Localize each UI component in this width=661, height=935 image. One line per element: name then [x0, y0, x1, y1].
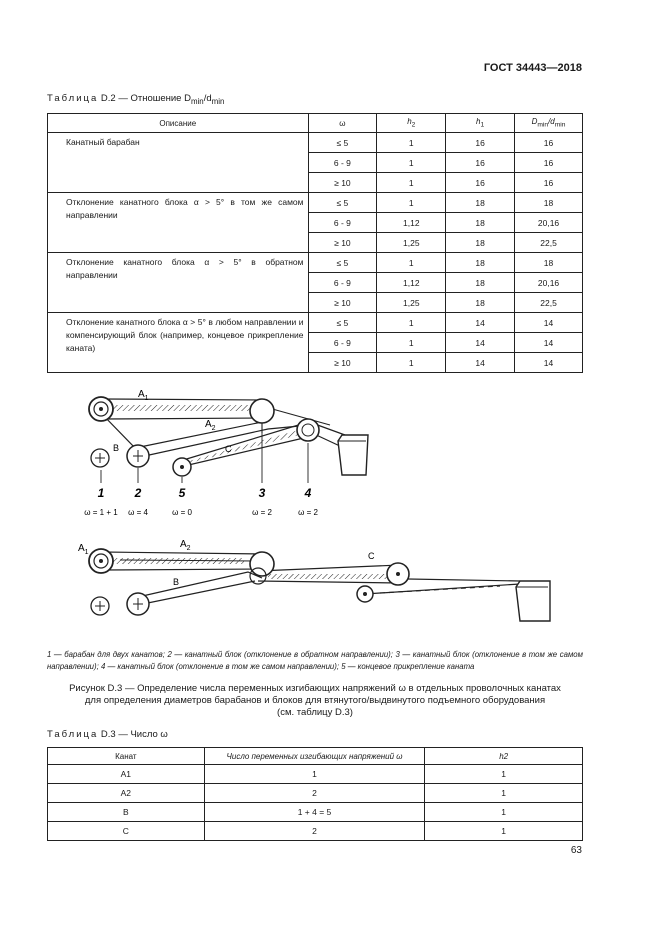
label-a2-top: $A_2$ [205, 419, 216, 432]
part-number-2: 2 [134, 486, 142, 500]
omega-value-4: ω = 2 [252, 508, 272, 517]
cell-h2: 1,25 [377, 293, 446, 313]
cell-omega: ≤ 5 [308, 253, 377, 273]
cell-ratio: 16 [515, 173, 583, 193]
cell-h2: 1,12 [377, 273, 446, 293]
table1-caption-mid: /d [203, 93, 212, 104]
cell-count: 2 [204, 822, 425, 841]
table1-caption-sub1: min [190, 96, 204, 106]
table1-caption [47, 93, 224, 106]
cell-h2: 1 [377, 153, 446, 173]
sheave-3-top [250, 399, 274, 423]
cell-ratio: 14 [515, 313, 583, 333]
label-a1-bottom: $A_1$ [78, 543, 89, 556]
cell-h1: 14 [446, 313, 515, 333]
cell-omega: ≥ 10 [308, 233, 377, 253]
row-description: Канатный барабан [48, 133, 309, 193]
col-ratio-sub1: min [537, 121, 549, 129]
part-number-4: 3 [258, 486, 266, 500]
standard-number: ГОСТ 34443—2018 [483, 62, 582, 74]
figure-caption [47, 683, 583, 719]
cell-h1: 18 [446, 293, 515, 313]
table-d2-body [48, 133, 583, 373]
rope-end-5-hub [180, 465, 184, 469]
rope-a1-fill-top [102, 405, 262, 411]
table-row [48, 133, 583, 153]
cell-h2: 1 [425, 784, 583, 803]
cell-ratio: 22,5 [515, 293, 583, 313]
figure-caption-line1: Рисунок D.3 — Определение числа переменных изгибающих напряжений ω в отдельных проволочных канатах [69, 683, 561, 694]
cell-h2: 1 [377, 133, 446, 153]
sheave-3-bottom [250, 552, 274, 576]
rope-b-bottom [138, 572, 262, 605]
cell-h2: 1,12 [377, 213, 446, 233]
cell-h2: 1 [425, 822, 583, 841]
figure-caption-line3: (см. таблицу D.3) [277, 707, 353, 718]
table-d2-header [48, 114, 583, 133]
cell-ratio: 14 [515, 353, 583, 373]
figure-legend: 1 — барабан для двух канатов; 2 — канатный блок (отклонение в обратном направлении); 3 — канатный блок (отклонение в том же самом направлении); 4 — канатный блок (отклонение в том же самом направлении); 5 — концевое прикрепление каната [47, 650, 583, 671]
table-row [48, 822, 583, 841]
omega-value-2: ω = 4 [128, 508, 148, 517]
col-h1 [446, 114, 515, 133]
label-a1-top: $A_1$ [138, 389, 149, 402]
rope-end-bottom [365, 579, 520, 594]
cell-h1: 16 [446, 173, 515, 193]
col-h2 [377, 114, 446, 133]
sheave-c-bottom-hub [396, 572, 400, 576]
row-description: Отклонение канатного блока α > 5° в том же самом направлении [48, 193, 309, 253]
table1-caption-prefix: Таблица [47, 93, 99, 104]
figure-d3 [0, 375, 661, 640]
cell-count: 2 [204, 784, 425, 803]
label-c-bottom: C [368, 551, 375, 561]
cell-h1: 16 [446, 153, 515, 173]
cell-ratio: 20,16 [515, 213, 583, 233]
cell-rope: A2 [48, 784, 205, 803]
col-ratio [515, 114, 583, 133]
cell-h2: 1 [377, 333, 446, 353]
cell-h1: 14 [446, 353, 515, 373]
part-numbers [98, 486, 312, 500]
cell-h1: 18 [446, 213, 515, 233]
col-description: Описание [48, 114, 309, 133]
cell-ratio: 14 [515, 333, 583, 353]
table-row [48, 803, 583, 822]
table2-caption-text: D.3 — Число ω [100, 729, 168, 740]
table-row [48, 193, 583, 213]
table2-caption-prefix: Таблица [47, 729, 99, 740]
table-row [48, 313, 583, 333]
table-row [48, 253, 583, 273]
col-ratio-mid: /d [548, 117, 555, 127]
cell-h1: 18 [446, 193, 515, 213]
col-h2-sub: 2 [411, 121, 416, 129]
label-c-top: C [225, 444, 232, 454]
figure-top [84, 389, 368, 517]
cell-ratio: 22,5 [515, 233, 583, 253]
part-number-3: 5 [178, 486, 186, 500]
page-number: 63 [570, 845, 582, 856]
cell-omega: ≥ 10 [308, 173, 377, 193]
cell-omega: ≤ 5 [308, 193, 377, 213]
cell-ratio: 16 [515, 153, 583, 173]
row-description: Отклонение канатного блока α > 5° в обратном направлении [48, 253, 309, 313]
cell-h2: 1 [425, 803, 583, 822]
cell-h2: 1 [377, 353, 446, 373]
sheave-4-top [297, 419, 319, 441]
col-h2-d3: h2 [425, 748, 583, 765]
col-h1-sub: 1 [480, 121, 485, 129]
table-d3 [47, 747, 583, 841]
omega-value-1: ω = 1 + 1 [84, 508, 118, 517]
table-d3-header [48, 748, 583, 765]
cell-rope: A1 [48, 765, 205, 784]
cell-omega: ≥ 10 [308, 293, 377, 313]
rope-c-bottom-fill [268, 574, 393, 579]
cell-omega: 6 - 9 [308, 273, 377, 293]
cell-ratio: 16 [515, 133, 583, 153]
col-omega: ω [308, 114, 377, 133]
cell-rope: C [48, 822, 205, 841]
label-b-bottom: B [173, 577, 180, 587]
cell-omega: 6 - 9 [308, 333, 377, 353]
table1-caption-text: D.2 — Отношение D [100, 93, 191, 104]
omega-value-3: ω = 0 [172, 508, 192, 517]
cell-h2: 1 [425, 765, 583, 784]
cell-h1: 16 [446, 133, 515, 153]
cell-rope: B [48, 803, 205, 822]
figure-bottom [78, 539, 550, 621]
figure-caption-line2: для определения диаметров барабанов и блоков для втянутого/выдвинутого подъемного оборудования [84, 695, 546, 706]
cell-ratio: 18 [515, 193, 583, 213]
table1-caption-sub2: min [211, 96, 225, 106]
cell-h1: 18 [446, 273, 515, 293]
row-description: Отклонение канатного блока α > 5° в любом направлении и компенсирующий блок (например, концевое прикрепление каната) [48, 313, 309, 373]
cell-omega: 6 - 9 [308, 153, 377, 173]
cell-ratio: 18 [515, 253, 583, 273]
col-ratio-sub2: min [554, 121, 566, 129]
cell-omega: ≥ 10 [308, 353, 377, 373]
drum-1-bottom-hub [99, 559, 103, 563]
cell-h2: 1 [377, 313, 446, 333]
cell-omega: 6 - 9 [308, 213, 377, 233]
cell-h2: 1,25 [377, 233, 446, 253]
part-number-1: 1 [97, 486, 105, 500]
cell-h2: 1 [377, 253, 446, 273]
cell-h1: 14 [446, 333, 515, 353]
cell-ratio: 20,16 [515, 273, 583, 293]
cell-h2: 1 [377, 193, 446, 213]
label-a2-bottom: $A_2$ [180, 539, 191, 552]
cell-h1: 18 [446, 253, 515, 273]
col-count: Число переменных изгибающих напряжений ω [204, 748, 425, 765]
cell-count: 1 + 4 = 5 [204, 803, 425, 822]
part-number-5: 4 [304, 486, 312, 500]
table-row [48, 765, 583, 784]
omega-value-5: ω = 2 [298, 508, 318, 517]
table-row [48, 784, 583, 803]
table-d2 [47, 113, 583, 373]
col-ratio-symbol: D [531, 117, 538, 127]
table2-caption [47, 729, 168, 740]
col-rope: Канат [48, 748, 205, 765]
col-h2-symbol: h [407, 117, 412, 127]
col-h1-symbol: h [476, 117, 481, 127]
label-b-top: B [113, 443, 120, 453]
cell-omega: ≤ 5 [308, 133, 377, 153]
rope-end-5-bottom-hub [363, 592, 367, 596]
omega-values [84, 508, 318, 517]
cell-h2: 1 [377, 173, 446, 193]
table-d3-body [48, 765, 583, 841]
cell-omega: ≤ 5 [308, 313, 377, 333]
cell-h1: 18 [446, 233, 515, 253]
cell-count: 1 [204, 765, 425, 784]
drum-1-hub [99, 407, 103, 411]
